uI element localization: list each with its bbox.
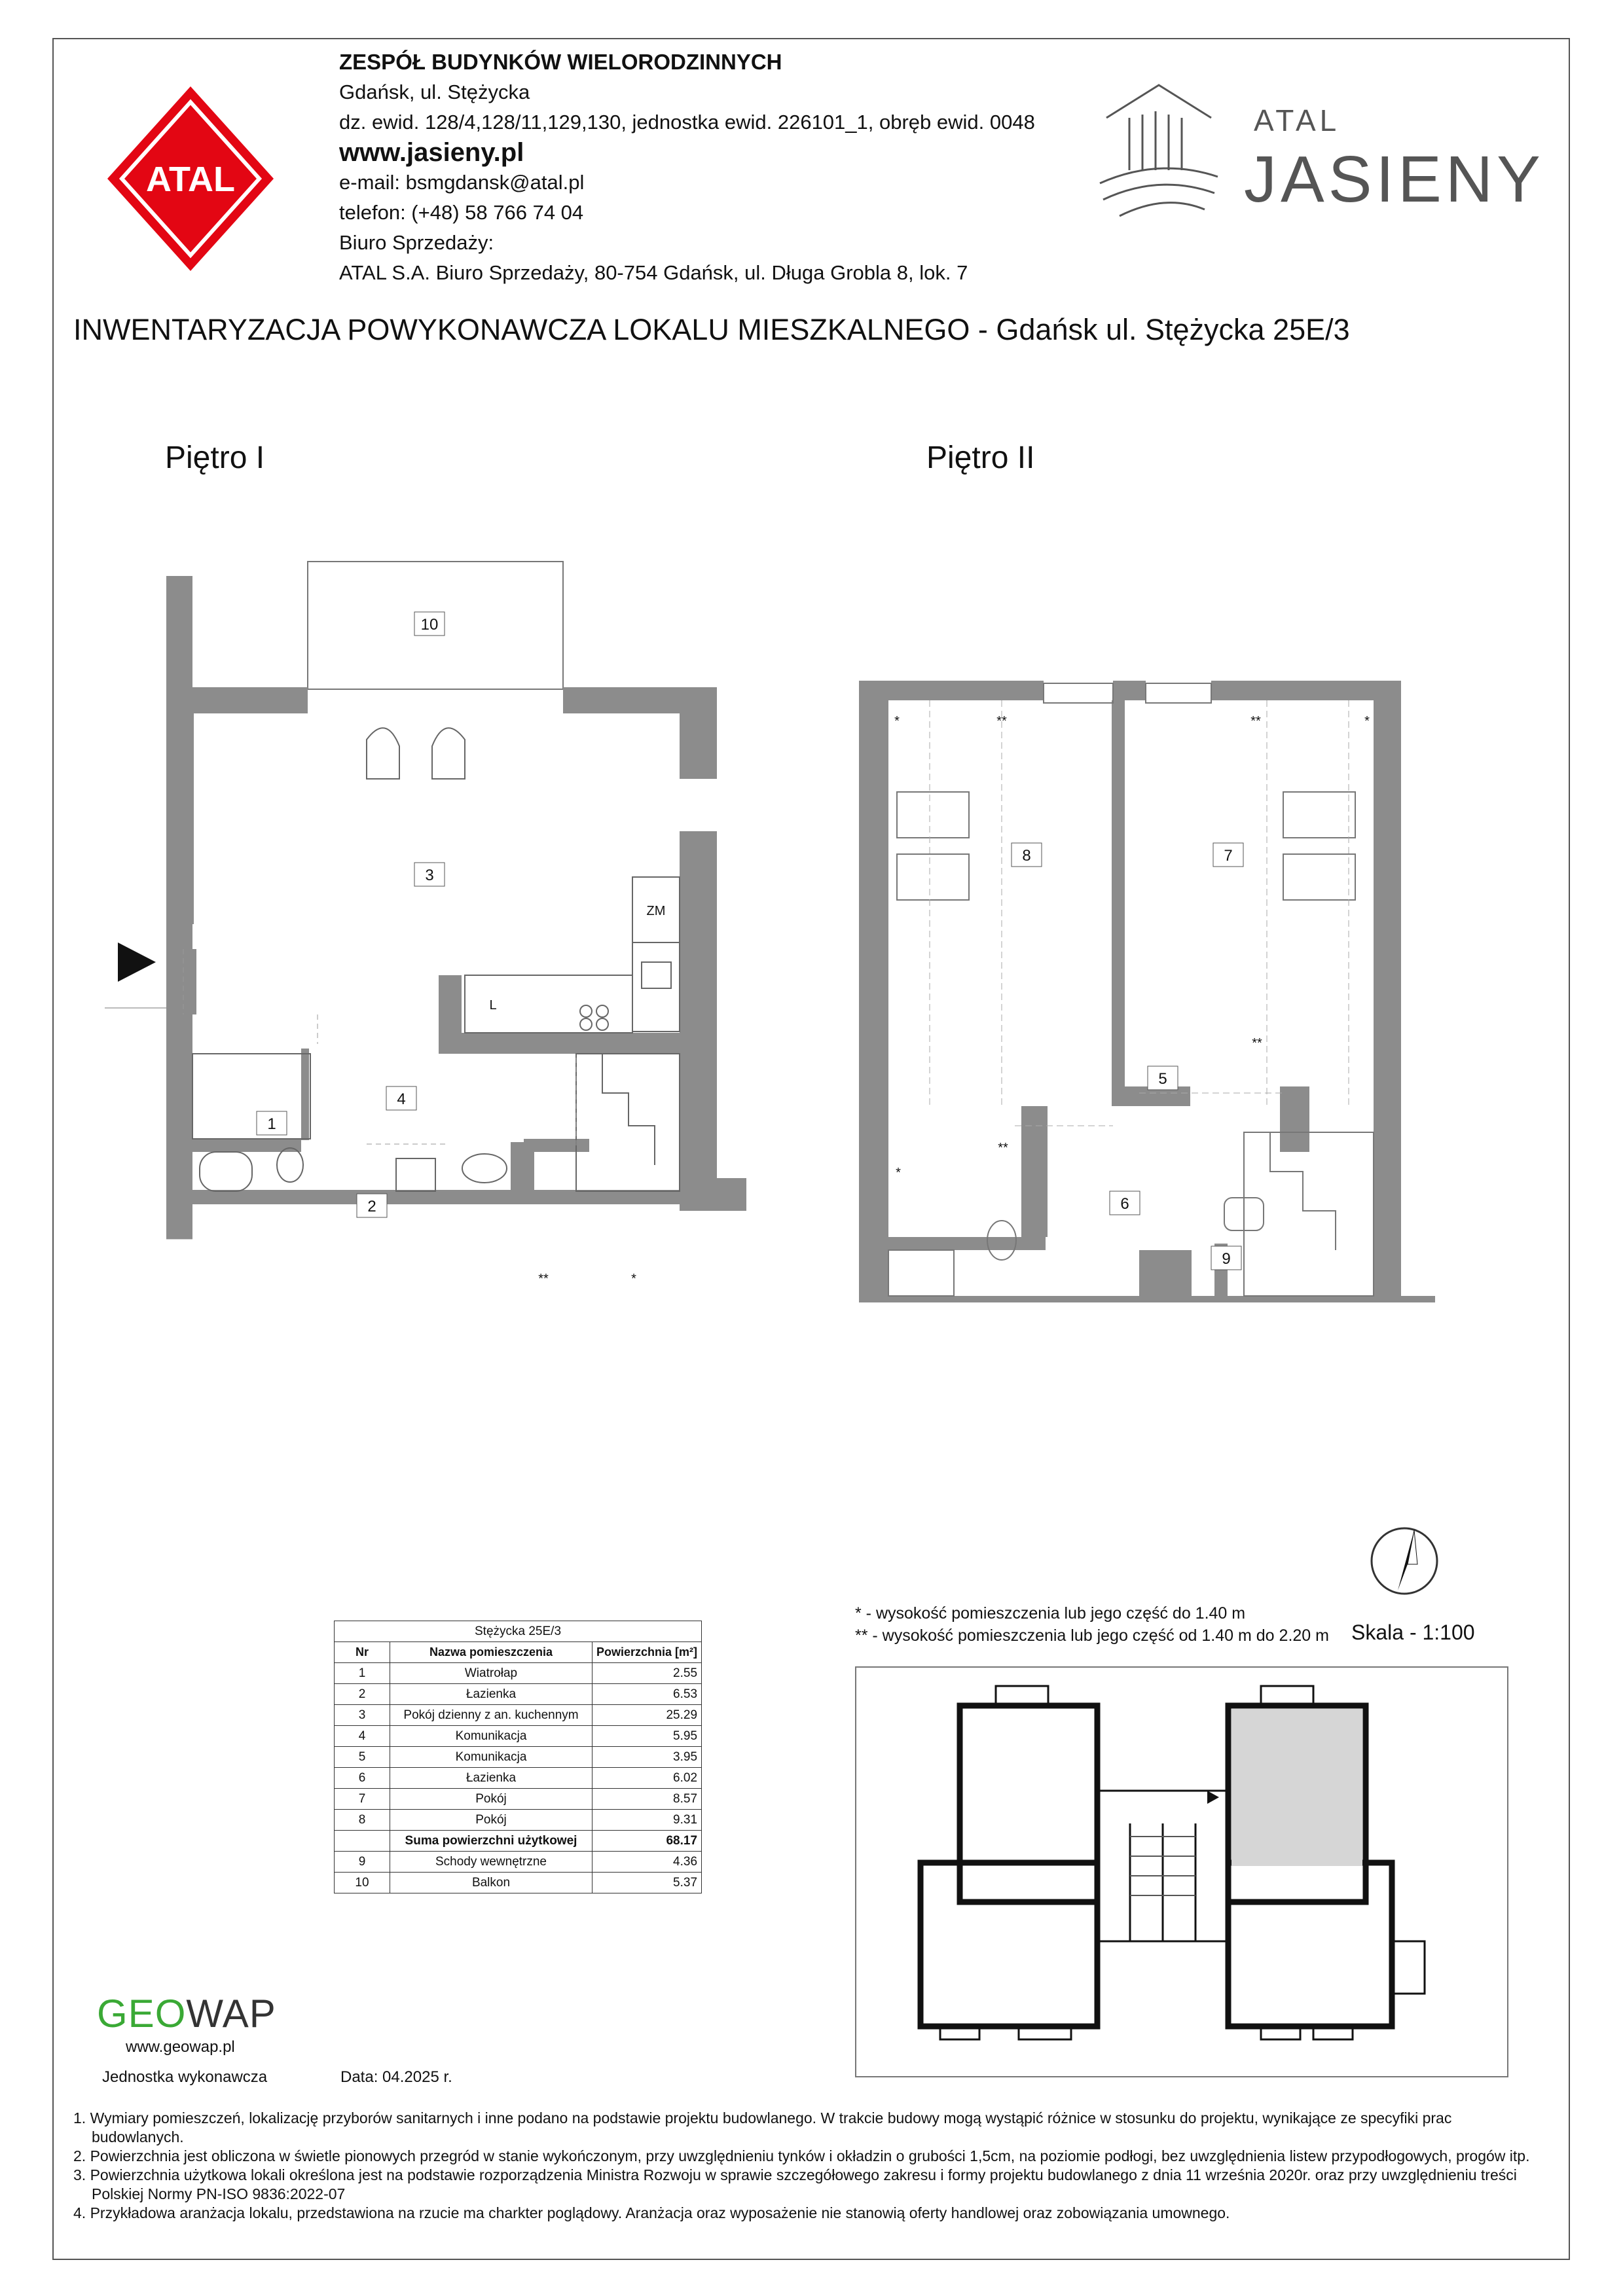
phone-text: telefon: (+48) 58 766 74 04	[339, 201, 584, 224]
room-1-number: 1	[267, 1115, 276, 1133]
office-address: ATAL S.A. Biuro Sprzedaży, 80-754 Gdańsk, ul. Długa Grobla 8, lok. 7	[339, 261, 968, 284]
table-caption: Stężycka 25E/3	[335, 1621, 702, 1642]
room-6-number: 6	[1120, 1195, 1129, 1213]
footnote: 3. Powierzchnia użytkowa lokali określona jest na podstawie rozporządzenia Ministra Rozwoju w sprawie szczegółowego zakresu i formy projektu budowlanego z dnia 11 września 2020r. oraz przy uwzględnieniu treści Polskiej Normy PN-ISO 9836:2022-07	[73, 2166, 1517, 2202]
table-row: 5 Komunikacja 3.95	[335, 1747, 702, 1768]
website-link[interactable]: www.jasieny.pl	[339, 138, 524, 167]
company-street: Gdańsk, ul. Stężycka	[339, 81, 530, 103]
col-header-area: Powierzchnia [m²]	[593, 1642, 702, 1663]
company-info	[339, 47, 1035, 288]
legend-line-1: * - wysokość pomieszczenia lub jego część do 1.40 m	[855, 1604, 1246, 1623]
f2-mark-1: *	[894, 714, 900, 728]
floor-1-label: Piętro I	[165, 440, 265, 475]
brand-small: ATAL	[1254, 103, 1341, 137]
unit-label: Jednostka wykonawcza	[102, 2068, 268, 2086]
col-header-nr: Nr	[335, 1642, 390, 1663]
room-9-number: 9	[1222, 1250, 1231, 1268]
jasieny-mark-icon	[1100, 85, 1218, 216]
highlighted-unit	[1231, 1709, 1362, 1866]
f2-mark-7: *	[896, 1166, 901, 1180]
office-label: Biuro Sprzedaży:	[339, 231, 494, 254]
scale-label: Skala - 1:100	[1351, 1621, 1475, 1644]
table-row: 7 Pokój 8.57	[335, 1789, 702, 1810]
page-title: INWENTARYZACJA POWYKONAWCZA LOKALU MIESZKALNEGO - Gdańsk ul. Stężycka 25E/3	[73, 313, 1350, 346]
f2-mark-4: *	[1364, 714, 1370, 728]
floor-2-label: Piętro II	[926, 440, 1035, 475]
legend-line-2: ** - wysokość pomieszczenia lub jego część od 1.40 m do 2.20 m	[855, 1626, 1329, 1645]
f2-mark-2: **	[996, 714, 1007, 728]
table-row: 6 Łazienka 6.02	[335, 1768, 702, 1789]
room-5-number: 5	[1158, 1070, 1167, 1088]
table-row: 1 Wiatrołap 2.55	[335, 1663, 702, 1684]
company-name: ZESPÓŁ BUDYNKÓW WIELORODZINNYCH	[339, 50, 782, 74]
date-label: Data: 04.2025 r.	[340, 2068, 452, 2086]
jasieny-logo	[1093, 79, 1552, 236]
geowap-logo: GEOWAP	[97, 1992, 276, 2036]
room-4-number: 4	[397, 1090, 406, 1108]
email-link[interactable]: e-mail: bsmgdansk@atal.pl	[339, 171, 585, 194]
table-row: 8 Pokój 9.31	[335, 1810, 702, 1831]
col-header-name: Nazwa pomieszczenia	[390, 1642, 593, 1663]
footnote: 1. Wymiary pomieszczeń, lokalizację przyborów sanitarnych i inne podano na podstawie projektu budowlanego. W trakcie budowy mogą wystąpić różnice w stosunku do projektu, wynikające ze specyfiki prac budowlanych.	[73, 2109, 1452, 2145]
entrance-arrow-icon	[118, 942, 156, 982]
rooms-table	[334, 1621, 702, 1893]
brand-large: JASIENY	[1244, 143, 1544, 216]
height-mark-double: **	[538, 1272, 549, 1286]
f2-mark-3: **	[1250, 714, 1261, 728]
room-2-number: 2	[367, 1198, 376, 1215]
height-mark-single: *	[631, 1272, 636, 1286]
table-row: 3 Pokój dzienny z an. kuchennym 25.29	[335, 1705, 702, 1726]
fridge-label: ZM	[646, 904, 666, 918]
footnotes	[73, 2109, 1546, 2223]
floor-1-plan	[105, 556, 746, 1309]
table-sum-row: Suma powierzchni użytkowej 68.17	[335, 1831, 702, 1852]
atal-logo-text: ATAL	[146, 160, 235, 199]
footnote: 4. Przykładowa aranżacja lokalu, przedstawiona na rzucie ma charkter poglądowy. Aranżacja oraz wyposażenie nie stanowią oferty handlowej oraz zobowiązania umownego.	[73, 2204, 1230, 2221]
table-row: 9 Schody wewnętrzne 4.36	[335, 1852, 702, 1873]
geowap-url[interactable]: www.geowap.pl	[126, 2038, 235, 2056]
north-arrow-icon	[1368, 1525, 1440, 1597]
room-8-number: 8	[1022, 847, 1031, 865]
room-7-number: 7	[1224, 847, 1233, 865]
atal-logo	[105, 84, 276, 274]
sink-label: L	[489, 998, 497, 1013]
room-10-number: 10	[420, 616, 439, 634]
footnote: 2. Powierzchnia jest obliczona w świetle pionowych przegród w stanie wykończonym, przy uwzględnieniu tynków i okładzin o grubości 1,5cm, na poziomie podłogi, bez uwzględnienia listew przypodłogowych, progów itp.	[73, 2147, 1530, 2164]
f2-mark-6: **	[998, 1141, 1008, 1155]
floor-2-plan	[851, 674, 1440, 1302]
table-row: 10 Balkon 5.37	[335, 1873, 702, 1893]
table-row: 4 Komunikacja 5.95	[335, 1726, 702, 1747]
height-legend	[855, 1602, 1329, 1647]
unit-pointer-icon	[1207, 1791, 1219, 1804]
company-parcel: dz. ewid. 128/4,128/11,129,130, jednostka ewid. 226101_1, obręb ewid. 0048	[339, 111, 1035, 134]
building-key-plan	[855, 1666, 1510, 2079]
room-3-number: 3	[425, 867, 434, 884]
f2-mark-5: **	[1252, 1036, 1262, 1050]
table-row: 2 Łazienka 6.53	[335, 1684, 702, 1705]
